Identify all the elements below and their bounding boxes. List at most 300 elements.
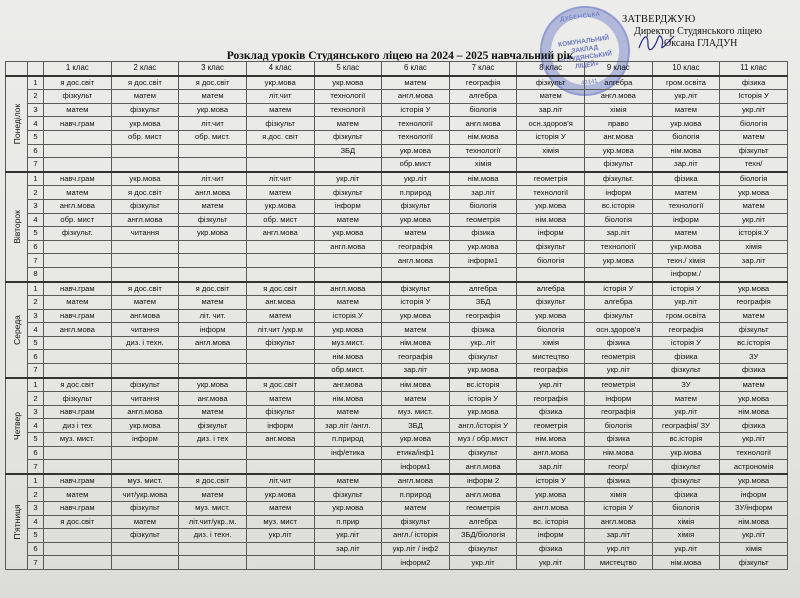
lesson-number: 2 xyxy=(28,392,44,406)
lesson-cell: географія xyxy=(585,405,653,419)
lesson-number: 6 xyxy=(28,350,44,364)
lesson-cell: укр.літ xyxy=(720,103,788,117)
lesson-cell xyxy=(111,350,179,364)
lesson-cell xyxy=(517,158,585,172)
lesson-cell: право xyxy=(585,117,653,131)
lesson-number: 1 xyxy=(28,76,44,90)
lesson-row xyxy=(6,158,788,172)
lesson-cell xyxy=(44,336,112,350)
lesson-cell: технології xyxy=(517,186,585,200)
lesson-cell: я дос.світ xyxy=(179,474,247,488)
lesson-cell: ЗБД/біологія xyxy=(449,529,517,543)
lesson-cell: вс.історія xyxy=(585,199,653,213)
lesson-cell xyxy=(449,267,517,281)
lesson-number: 2 xyxy=(28,186,44,200)
lesson-cell: фізика xyxy=(652,172,720,186)
lesson-cell: історія У xyxy=(652,282,720,296)
lesson-cell: нім.мова xyxy=(449,172,517,186)
lesson-cell xyxy=(314,460,382,474)
lesson-cell: укр.мова xyxy=(111,419,179,433)
lesson-number: 6 xyxy=(28,446,44,460)
lesson-cell: англ./ історія xyxy=(382,529,450,543)
lesson-cell xyxy=(179,158,247,172)
lesson-cell: укр.мова xyxy=(449,240,517,254)
lesson-cell: читання xyxy=(111,323,179,337)
lesson-cell: матем xyxy=(720,199,788,213)
lesson-cell xyxy=(246,144,314,158)
lesson-cell: укр.літ xyxy=(449,556,517,570)
lesson-cell: геометрія xyxy=(517,419,585,433)
lesson-cell: інформ2 xyxy=(382,556,450,570)
day-name: Четвер xyxy=(11,411,22,440)
lesson-cell: технології xyxy=(652,199,720,213)
lesson-cell: я дос.світ xyxy=(246,378,314,392)
lesson-row xyxy=(6,529,788,543)
lesson-cell: фізика xyxy=(652,350,720,364)
lesson-number: 1 xyxy=(28,282,44,296)
lesson-row xyxy=(6,130,788,144)
lesson-cell: інформ xyxy=(179,323,247,337)
lesson-cell: укр.мова xyxy=(585,144,653,158)
lesson-cell: інформ xyxy=(517,227,585,241)
lesson-cell: технології xyxy=(449,144,517,158)
lesson-cell: матем xyxy=(111,90,179,104)
lesson-cell: фізика xyxy=(585,336,653,350)
lesson-cell: укр.літ xyxy=(720,529,788,543)
lesson-row xyxy=(6,309,788,323)
lesson-cell: фізкульт xyxy=(314,186,382,200)
lesson-cell: фізика xyxy=(652,488,720,502)
lesson-row xyxy=(6,502,788,516)
lesson-number: 1 xyxy=(28,172,44,186)
lesson-cell: зар.літ xyxy=(720,254,788,268)
lesson-cell: фізика xyxy=(720,364,788,378)
lesson-cell: матем xyxy=(179,199,247,213)
lesson-cell: укр.літ xyxy=(585,364,653,378)
lesson-cell: історія У xyxy=(382,296,450,310)
lesson-cell: фізика xyxy=(720,419,788,433)
lesson-cell xyxy=(44,240,112,254)
lesson-cell: зар.літ xyxy=(314,542,382,556)
lesson-cell: англ.мова xyxy=(517,502,585,516)
lesson-cell: укр.мова xyxy=(585,254,653,268)
lesson-number: 1 xyxy=(28,378,44,392)
lesson-cell: англ.мова xyxy=(585,515,653,529)
lesson-cell: літ.чит/укр..м. xyxy=(179,515,247,529)
lesson-cell: укр.мова xyxy=(652,240,720,254)
official-stamp: ДУБЕНСЬКА КОМУНАЛЬНИЙ ЗАКЛАД «СТУДЯНСЬКИЙ ЛІЦЕЙ» 43141 xyxy=(534,0,636,102)
lesson-cell xyxy=(44,460,112,474)
lesson-cell: технології xyxy=(585,240,653,254)
lesson-cell: фізкульт. xyxy=(44,227,112,241)
lesson-cell: алгебра xyxy=(449,90,517,104)
lesson-cell: навч.грам xyxy=(44,117,112,131)
lesson-cell xyxy=(179,364,247,378)
lesson-cell: укр.мова xyxy=(314,323,382,337)
lesson-cell xyxy=(44,529,112,543)
lesson-cell: нім.мова xyxy=(382,378,450,392)
lesson-cell: мистецтво xyxy=(585,556,653,570)
lesson-cell: навч.грам xyxy=(44,309,112,323)
lesson-cell: я дос.світ xyxy=(44,515,112,529)
day-label-cell xyxy=(6,172,28,282)
lesson-cell: анг.мова xyxy=(246,433,314,447)
lesson-cell xyxy=(111,158,179,172)
lesson-row xyxy=(6,433,788,447)
lesson-row xyxy=(6,323,788,337)
day-name: Вівторок xyxy=(11,209,22,244)
lesson-cell: алгебра xyxy=(449,282,517,296)
lesson-cell: географія xyxy=(382,350,450,364)
lesson-row xyxy=(6,378,788,392)
lesson-cell: англ.мова xyxy=(517,446,585,460)
lesson-row xyxy=(6,172,788,186)
lesson-cell: муз. мист. xyxy=(382,405,450,419)
lesson-cell: фізкульт xyxy=(517,76,585,90)
lesson-cell: ЗУ/інформ xyxy=(720,502,788,516)
lesson-cell: фізкульт xyxy=(720,323,788,337)
lesson-cell: укр.мова xyxy=(449,405,517,419)
lesson-cell: фізика xyxy=(449,323,517,337)
lesson-number: 2 xyxy=(28,488,44,502)
lesson-cell: обр. мист. xyxy=(179,130,247,144)
lesson-cell: матем xyxy=(720,130,788,144)
lesson-row xyxy=(6,186,788,200)
lesson-cell: матем xyxy=(314,117,382,131)
lesson-cell: історія У xyxy=(517,130,585,144)
lesson-cell xyxy=(111,254,179,268)
lesson-cell xyxy=(44,254,112,268)
lesson-cell: геогр/ xyxy=(585,460,653,474)
lesson-cell: фізика xyxy=(517,405,585,419)
lesson-cell: фізкульт xyxy=(179,213,247,227)
lesson-cell: укр.літ xyxy=(314,529,382,543)
lesson-cell: укр.мова xyxy=(382,144,450,158)
lesson-number: 7 xyxy=(28,364,44,378)
lesson-cell: зар.літ xyxy=(517,103,585,117)
lesson-cell: фізкульт. xyxy=(585,172,653,186)
lesson-row xyxy=(6,90,788,104)
lesson-cell: матем xyxy=(44,186,112,200)
lesson-cell: обр.мист. xyxy=(314,364,382,378)
lesson-cell xyxy=(111,144,179,158)
lesson-row xyxy=(6,542,788,556)
lesson-row xyxy=(6,199,788,213)
lesson-cell xyxy=(179,267,247,281)
lesson-cell: історія У xyxy=(585,282,653,296)
lesson-row xyxy=(6,405,788,419)
lesson-cell: матем xyxy=(314,474,382,488)
lesson-cell: матем xyxy=(314,296,382,310)
lesson-cell: матем xyxy=(720,309,788,323)
lesson-cell: укр.літ xyxy=(652,296,720,310)
lesson-cell xyxy=(44,144,112,158)
lesson-row xyxy=(6,103,788,117)
lesson-cell: диз. і тех xyxy=(179,433,247,447)
lesson-cell: нім.мова xyxy=(517,433,585,447)
lesson-cell: географія/ ЗУ xyxy=(652,419,720,433)
lesson-cell: біологія xyxy=(720,117,788,131)
lesson-cell: фізкульт xyxy=(585,158,653,172)
class-header: 1 клас xyxy=(44,62,112,76)
lesson-cell: муз. мист. xyxy=(44,433,112,447)
lesson-cell: укр.мова xyxy=(246,199,314,213)
lesson-cell xyxy=(179,446,247,460)
lesson-row xyxy=(6,254,788,268)
lesson-cell: фізика xyxy=(517,542,585,556)
lesson-cell: я.дос. світ xyxy=(246,130,314,144)
lesson-cell: матем xyxy=(517,90,585,104)
class-header: 4 клас xyxy=(246,62,314,76)
lesson-cell: англ.мова xyxy=(179,186,247,200)
lesson-cell: обр. мист xyxy=(111,130,179,144)
lesson-cell: матем xyxy=(382,392,450,406)
lesson-cell: англ.мова xyxy=(382,254,450,268)
lesson-number: 2 xyxy=(28,296,44,310)
lesson-cell: укр.мова xyxy=(111,172,179,186)
lesson-cell: інформ./ xyxy=(652,267,720,281)
lesson-cell: географія xyxy=(720,296,788,310)
lesson-cell: ЗБД xyxy=(449,296,517,310)
lesson-number: 8 xyxy=(28,267,44,281)
lesson-row xyxy=(6,350,788,364)
class-header-row xyxy=(6,62,788,76)
lesson-cell: фізкульт xyxy=(720,144,788,158)
lesson-row xyxy=(6,267,788,281)
lesson-cell: фізика xyxy=(720,76,788,90)
lesson-cell: укр.мова xyxy=(314,76,382,90)
lesson-cell: муз / обр.мист xyxy=(449,433,517,447)
lesson-cell: я дос.світ xyxy=(44,76,112,90)
lesson-cell: фізкульт xyxy=(517,240,585,254)
lesson-cell: я дос.світ xyxy=(179,76,247,90)
lesson-cell: матем xyxy=(246,309,314,323)
lesson-number: 3 xyxy=(28,309,44,323)
lesson-cell: матем xyxy=(382,502,450,516)
lesson-cell: етика/інф1 xyxy=(382,446,450,460)
lesson-cell: я дос.світ xyxy=(111,186,179,200)
lesson-cell: нім.мова xyxy=(652,556,720,570)
lesson-cell: англ.мова xyxy=(44,323,112,337)
lesson-cell: матем xyxy=(382,323,450,337)
lesson-cell: інформ1 xyxy=(382,460,450,474)
lesson-cell xyxy=(44,364,112,378)
lesson-number: 4 xyxy=(28,117,44,131)
lesson-cell: біологія xyxy=(585,419,653,433)
lesson-cell: п.природ xyxy=(314,433,382,447)
lesson-cell: анг.мова xyxy=(585,130,653,144)
lesson-number: 4 xyxy=(28,213,44,227)
lesson-cell: мистецтво xyxy=(517,350,585,364)
lesson-cell: укр.мова xyxy=(246,488,314,502)
lesson-cell: історія У xyxy=(517,474,585,488)
lesson-cell: гром.освіта xyxy=(652,76,720,90)
lesson-number: 3 xyxy=(28,405,44,419)
lesson-cell: хімія xyxy=(585,103,653,117)
lesson-cell xyxy=(111,556,179,570)
lesson-cell: укр.літ xyxy=(652,542,720,556)
lesson-number: 4 xyxy=(28,419,44,433)
lesson-cell xyxy=(179,254,247,268)
lesson-cell: я дос.світ xyxy=(44,378,112,392)
lesson-cell: нім.мова xyxy=(720,405,788,419)
lesson-cell xyxy=(179,542,247,556)
lesson-cell: інформ xyxy=(720,488,788,502)
lesson-cell xyxy=(314,267,382,281)
lesson-cell: зар.літ xyxy=(585,227,653,241)
document-title: Розклад уроків Студянського ліцею на 2024 – 2025 навчальний рік xyxy=(226,50,574,62)
lesson-cell: інформ 2 xyxy=(449,474,517,488)
lesson-cell: інформ xyxy=(585,392,653,406)
lesson-cell: укр.літ xyxy=(652,405,720,419)
lesson-cell xyxy=(111,364,179,378)
lesson-cell: анг.мова xyxy=(314,378,382,392)
lesson-cell: фізика xyxy=(585,474,653,488)
class-header: 5 клас xyxy=(314,62,382,76)
lesson-cell xyxy=(314,158,382,172)
lesson-cell: матем xyxy=(246,392,314,406)
lesson-cell: матем xyxy=(314,213,382,227)
lesson-cell: фізкульт xyxy=(246,117,314,131)
lesson-cell: нім.мова xyxy=(314,392,382,406)
lesson-cell: зар.літ xyxy=(449,186,517,200)
lesson-cell: хімія xyxy=(720,542,788,556)
lesson-cell: географія xyxy=(517,392,585,406)
lesson-cell: укр.літ / інф2 xyxy=(382,542,450,556)
lesson-cell: п.природ xyxy=(382,186,450,200)
lesson-cell: англ./історія У xyxy=(449,419,517,433)
lesson-cell xyxy=(44,350,112,364)
lesson-cell: астрономія xyxy=(720,460,788,474)
lesson-cell xyxy=(179,350,247,364)
lesson-cell: геометрія xyxy=(517,172,585,186)
lesson-cell: зар.літ xyxy=(382,364,450,378)
lesson-cell: матем xyxy=(111,296,179,310)
lesson-cell: укр.мова xyxy=(517,488,585,502)
lesson-cell: осн.здоров'я xyxy=(585,323,653,337)
lesson-cell xyxy=(585,267,653,281)
lesson-cell: укр.літ xyxy=(720,433,788,447)
lesson-cell: укр.мова xyxy=(179,103,247,117)
lesson-cell: фізкульт xyxy=(652,364,720,378)
lesson-cell: англ.мова xyxy=(585,90,653,104)
lesson-cell: географія xyxy=(449,76,517,90)
lesson-cell: п.природ xyxy=(382,488,450,502)
lesson-row xyxy=(6,419,788,433)
class-header: 9 клас xyxy=(585,62,653,76)
lesson-number: 7 xyxy=(28,556,44,570)
lesson-cell: літ.чит /укр.м xyxy=(246,323,314,337)
class-header: 8 клас xyxy=(517,62,585,76)
lesson-cell: осн.здоров'я xyxy=(517,117,585,131)
lesson-cell xyxy=(44,267,112,281)
lesson-cell: технології xyxy=(382,130,450,144)
lesson-cell: анг.мова xyxy=(179,392,247,406)
lesson-cell: фізкульт xyxy=(246,405,314,419)
lesson-cell: матем xyxy=(179,90,247,104)
lesson-cell: матем xyxy=(382,76,450,90)
lesson-row xyxy=(6,488,788,502)
lesson-cell: муз. мист xyxy=(246,515,314,529)
lesson-cell: я дос.світ xyxy=(179,282,247,296)
lesson-cell: укр.мова xyxy=(179,378,247,392)
lesson-cell xyxy=(246,542,314,556)
lesson-cell: нім.мова xyxy=(382,336,450,350)
lesson-cell: укр.літ xyxy=(382,172,450,186)
class-header: 2 клас xyxy=(111,62,179,76)
lesson-cell: історія У xyxy=(652,336,720,350)
lesson-cell: матем xyxy=(652,186,720,200)
class-header: 3 клас xyxy=(179,62,247,76)
lesson-cell: алгебра xyxy=(517,282,585,296)
lesson-cell: укр.мова xyxy=(720,282,788,296)
lesson-cell: фізкульт xyxy=(449,350,517,364)
lesson-cell: інформ xyxy=(246,419,314,433)
lesson-cell: матем xyxy=(44,103,112,117)
class-header: 11 клас xyxy=(720,62,788,76)
lesson-cell: англ.мова xyxy=(449,117,517,131)
lesson-cell: муз. мист. xyxy=(179,502,247,516)
lesson-cell: фізкульт xyxy=(111,502,179,516)
lesson-cell: англ.мова xyxy=(314,240,382,254)
lesson-cell xyxy=(111,267,179,281)
lesson-cell: геометрія xyxy=(585,378,653,392)
lesson-cell: географія xyxy=(517,364,585,378)
lesson-row xyxy=(6,446,788,460)
lesson-cell xyxy=(179,144,247,158)
lesson-cell: укр.мова xyxy=(246,76,314,90)
lesson-cell xyxy=(382,267,450,281)
lesson-cell xyxy=(246,267,314,281)
lesson-cell: ЗБД xyxy=(382,419,450,433)
lesson-row xyxy=(6,515,788,529)
lesson-cell: укр.мова xyxy=(111,117,179,131)
lesson-cell: укр.мова xyxy=(449,364,517,378)
lesson-cell: фізкульт xyxy=(652,474,720,488)
lesson-cell: вс.історія xyxy=(652,433,720,447)
day-label-cell xyxy=(6,282,28,378)
lesson-cell: геометрія xyxy=(449,213,517,227)
day-name: Понеділок xyxy=(11,103,22,144)
day-label-cell xyxy=(6,474,28,570)
lesson-cell: біологія xyxy=(449,103,517,117)
lesson-cell: я дос.світ xyxy=(246,282,314,296)
lesson-cell: ЗБД xyxy=(314,144,382,158)
lesson-number: 6 xyxy=(28,542,44,556)
lesson-cell: технології xyxy=(382,117,450,131)
lesson-cell: обр. мист xyxy=(44,213,112,227)
lesson-cell xyxy=(720,267,788,281)
lesson-cell: обр.мист xyxy=(382,158,450,172)
lesson-cell: фізкульт xyxy=(111,529,179,543)
lesson-row xyxy=(6,213,788,227)
lesson-cell: укр.мова xyxy=(652,117,720,131)
lesson-cell: фізкульт xyxy=(382,199,450,213)
lesson-cell xyxy=(44,158,112,172)
lesson-cell: укр.мова xyxy=(652,446,720,460)
lesson-cell: біологія xyxy=(585,213,653,227)
approval-block xyxy=(612,14,792,50)
lesson-cell: технології xyxy=(720,446,788,460)
lesson-cell: читання xyxy=(111,227,179,241)
lesson-cell: географія xyxy=(449,309,517,323)
lesson-number: 5 xyxy=(28,130,44,144)
lesson-cell xyxy=(44,542,112,556)
lesson-cell: хімія xyxy=(517,144,585,158)
lesson-cell: фізика xyxy=(449,227,517,241)
day-name: Середа xyxy=(11,314,22,345)
lesson-cell: хімія xyxy=(517,336,585,350)
